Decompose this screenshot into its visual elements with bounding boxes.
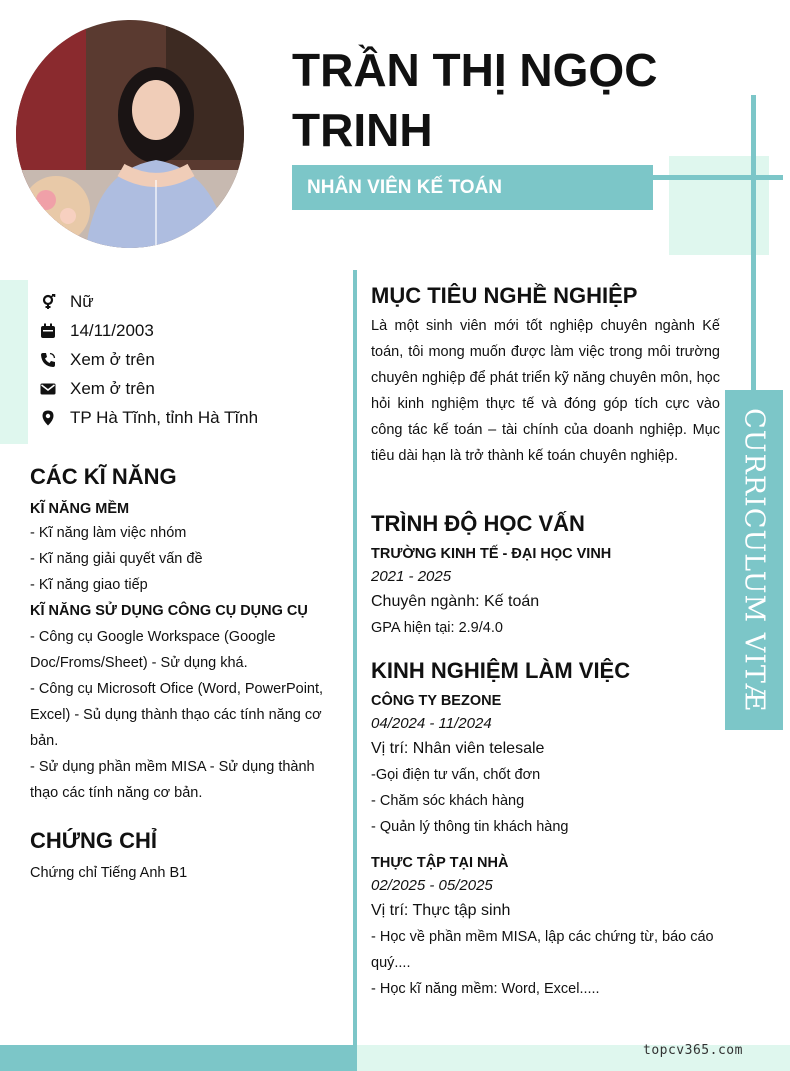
job-period: 04/2024 - 11/2024: [371, 715, 492, 732]
soft-skill-item: - Kĩ năng giao tiếp: [30, 577, 148, 593]
decor-mint-left: [0, 280, 28, 444]
tool-skills-heading: KĨ NĂNG SỬ DỤNG CÔNG CỤ DỤNG CỤ: [30, 603, 308, 619]
contact-address: [40, 406, 258, 430]
contact-gender: [40, 290, 94, 314]
contact-birthday: [40, 319, 154, 343]
job-period: 02/2025 - 05/2025: [371, 877, 493, 894]
curriculum-vitae-label: CURRICULUM VITÆ: [738, 408, 770, 712]
decor-vertical-line: [751, 95, 756, 395]
job-title: NHÂN VIÊN KẾ TOÁN: [307, 177, 502, 198]
education-heading: TRÌNH ĐỘ HỌC VẤN: [371, 511, 585, 536]
objective-section: [371, 281, 720, 469]
job-task: - Học về phần mềm MISA, lập các chứng từ, báo cáo quý....: [371, 929, 714, 971]
skills-section: [30, 462, 340, 806]
tool-skill-item: - Công cụ Google Workspace (Google Doc/Froms/Sheet) - Sử dụng khá.: [30, 629, 276, 671]
certificates-heading: CHỨNG CHỈ: [30, 828, 158, 853]
tool-skill-item: - Sử dụng phần mềm MISA - Sử dụng thành thạo các tính năng cơ bản.: [30, 759, 315, 801]
candidate-name: TRẦN THỊ NGỌC TRINH: [292, 44, 658, 156]
school-name: TRƯỜNG KINH TẾ - ĐẠI HỌC VINH: [371, 546, 612, 562]
skills-heading: CÁC KĨ NĂNG: [30, 464, 177, 489]
phone-text[interactable]: Xem ở trên: [70, 350, 155, 369]
decor-horizontal-line: [653, 175, 783, 180]
contact-email: [40, 377, 155, 401]
tool-skill-item: - Công cụ Microsoft Ofice (Word, PowerPoint, Excel) - Sủ dụng thành thạo các tính năng cơ bản.: [30, 681, 324, 749]
job-task: - Chăm sóc khách hàng: [371, 793, 525, 809]
job-position: Vị trí: Nhân viên telesale: [371, 740, 545, 757]
job-company: THỰC TẬP TẠI NHÀ: [371, 855, 509, 871]
curriculum-vitae-band: [725, 390, 783, 730]
phone-icon: [40, 352, 56, 368]
email-text[interactable]: Xem ở trên: [70, 379, 155, 398]
job-task: -Gọi điện tư vấn, chốt đơn: [371, 767, 541, 783]
location-icon: [40, 410, 56, 426]
education-section: [371, 509, 720, 641]
calendar-icon: [40, 323, 56, 339]
birthday-text: 14/11/2003: [70, 321, 154, 340]
soft-skill-item: - Kĩ năng làm việc nhóm: [30, 525, 187, 541]
job-entry: [371, 690, 720, 840]
objective-text: Là một sinh viên mới tốt nghiệp chuyên ngành Kế toán, tôi mong muốn được làm việc trong môi trường chuyên nghiệp để phát triển kỹ năng chuyên môn, học hỏi kinh nghiệm thực tế và đóng góp tích cực vào công tác kế toán – tài chính của doanh nghiệp. Mục tiêu dài hạn là trở thành kế toán chuyên nghiệp.: [371, 318, 720, 464]
job-entry: [371, 852, 720, 1002]
footer-band-teal: [0, 1045, 357, 1071]
soft-skills-heading: KĨ NĂNG MỀM: [30, 501, 130, 517]
education-period: 2021 - 2025: [371, 568, 452, 585]
objective-heading: MỤC TIÊU NGHỀ NGHIỆP: [371, 283, 638, 308]
profile-photo: [16, 20, 244, 248]
contact-phone: [40, 348, 155, 372]
job-company: CÔNG TY BEZONE: [371, 693, 502, 709]
footer-url[interactable]: topcv365.com: [643, 1043, 743, 1058]
experience-section: [371, 656, 720, 1002]
job-task: - Học kĩ năng mềm: Word, Excel.....: [371, 981, 600, 997]
job-title-bar: [292, 165, 653, 210]
gender-icon: [40, 294, 56, 310]
column-divider: [353, 270, 357, 1071]
education-gpa: GPA hiện tại: 2.9/4.0: [371, 620, 503, 636]
email-icon: [40, 381, 56, 397]
job-position: Vị trí: Thực tập sinh: [371, 902, 511, 919]
experience-heading: KINH NGHIỆM LÀM VIỆC: [371, 658, 631, 683]
soft-skill-item: - Kĩ năng giải quyết vấn đề: [30, 551, 203, 567]
education-major: Chuyên ngành: Kế toán: [371, 593, 540, 610]
gender-text: Nữ: [70, 292, 94, 311]
certificates-section: [30, 826, 340, 886]
address-text: TP Hà Tĩnh, tỉnh Hà Tĩnh: [70, 408, 259, 427]
certificate-item: Chứng chỉ Tiếng Anh B1: [30, 865, 188, 881]
job-task: - Quản lý thông tin khách hàng: [371, 819, 569, 835]
